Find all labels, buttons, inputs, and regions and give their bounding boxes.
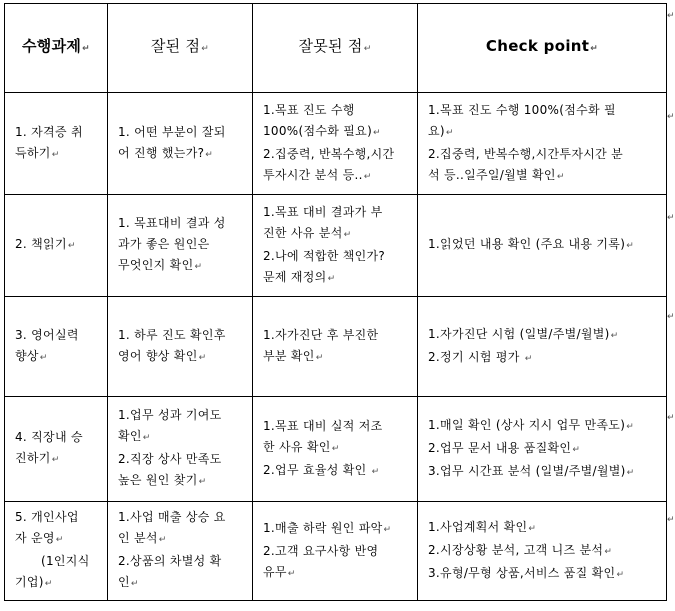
task-cell: 1. 자격증 취 득하기↵ — [5, 93, 108, 195]
task-cell: 2. 책읽기↵ — [5, 195, 108, 297]
bad-cell: 1.목표 진도 수행 100%(점수화 필요)↵ 2.집중력, 반복수행,시간 투자시간 분석 등..↵ — [253, 93, 418, 195]
check-cell: 1.읽었던 내용 확인 (주요 내용 기록)↵ — [418, 195, 667, 297]
table-row — [5, 397, 667, 502]
row-end-mark: ↵ — [667, 213, 675, 223]
bad-cell: 1.목표 대비 실적 저조 한 사유 확인↵ 2.업무 효율성 확인 ↵ — [253, 397, 418, 502]
row-end-marks — [667, 0, 675, 611]
header-task: 수행과제↵ — [5, 4, 108, 93]
table-row — [5, 502, 667, 601]
bad-cell: 1.목표 대비 결과가 부 진한 사유 분석↵ 2.나에 적합한 책인가? 문제 재정의↵ — [253, 195, 418, 297]
task-cell: 5. 개인사업 자 운영↵ (1인지식 기업)↵ — [5, 502, 108, 601]
bad-cell: 1.자가진단 후 부진한 부분 확인↵ — [253, 297, 418, 397]
row-end-mark: ↵ — [667, 413, 675, 423]
good-cell: 1.사업 매출 상승 요 인 분석↵ 2.상품의 차별성 확 인↵ — [108, 502, 253, 601]
table-row — [5, 93, 667, 195]
good-cell: 1. 목표대비 결과 성 과가 좋은 원인은 무엇인지 확인↵ — [108, 195, 253, 297]
good-cell: 1.업무 성과 기여도 확인↵ 2.직장 상사 만족도 높은 원인 찾기↵ — [108, 397, 253, 502]
check-cell: 1.자가진단 시험 (일별/주별/월별)↵ 2.정기 시험 평가 ↵ — [418, 297, 667, 397]
good-cell: 1. 하루 진도 확인후 영어 향상 확인↵ — [108, 297, 253, 397]
task-cell: 3. 영어실력 향상↵ — [5, 297, 108, 397]
header-check-point: Check point↵ — [418, 4, 667, 93]
check-cell: 1.매일 확인 (상사 지시 업무 만족도)↵ 2.업무 문서 내용 품질확인↵ 3.업무 시간표 분석 (일별/주별/월별)↵ — [418, 397, 667, 502]
header-row — [5, 4, 667, 93]
row-end-mark: ↵ — [667, 515, 675, 525]
task-cell: 4. 직장내 승 진하기↵ — [5, 397, 108, 502]
task-review-table — [4, 3, 667, 601]
good-cell: 1. 어떤 부분이 잘되 어 진행 했는가?↵ — [108, 93, 253, 195]
header-bad: 잘못된 점↵ — [253, 4, 418, 93]
bad-cell: 1.매출 하락 원인 파악↵ 2.고객 요구사항 반영 유무↵ — [253, 502, 418, 601]
row-end-mark: ↵ — [667, 11, 675, 21]
check-cell: 1.사업계획서 확인↵ 2.시장상황 분석, 고객 니즈 분석↵ 3.유형/무형 상품,서비스 품질 확인↵ — [418, 502, 667, 601]
row-end-mark: ↵ — [667, 312, 675, 322]
check-cell: 1.목표 진도 수행 100%(점수화 필 요)↵ 2.집중력, 반복수행,시간투자시간 분 석 등..일주일/월별 확인↵ — [418, 93, 667, 195]
table-row — [5, 195, 667, 297]
row-end-mark: ↵ — [667, 112, 675, 122]
table-row — [5, 297, 667, 397]
header-good: 잘된 점↵ — [108, 4, 253, 93]
